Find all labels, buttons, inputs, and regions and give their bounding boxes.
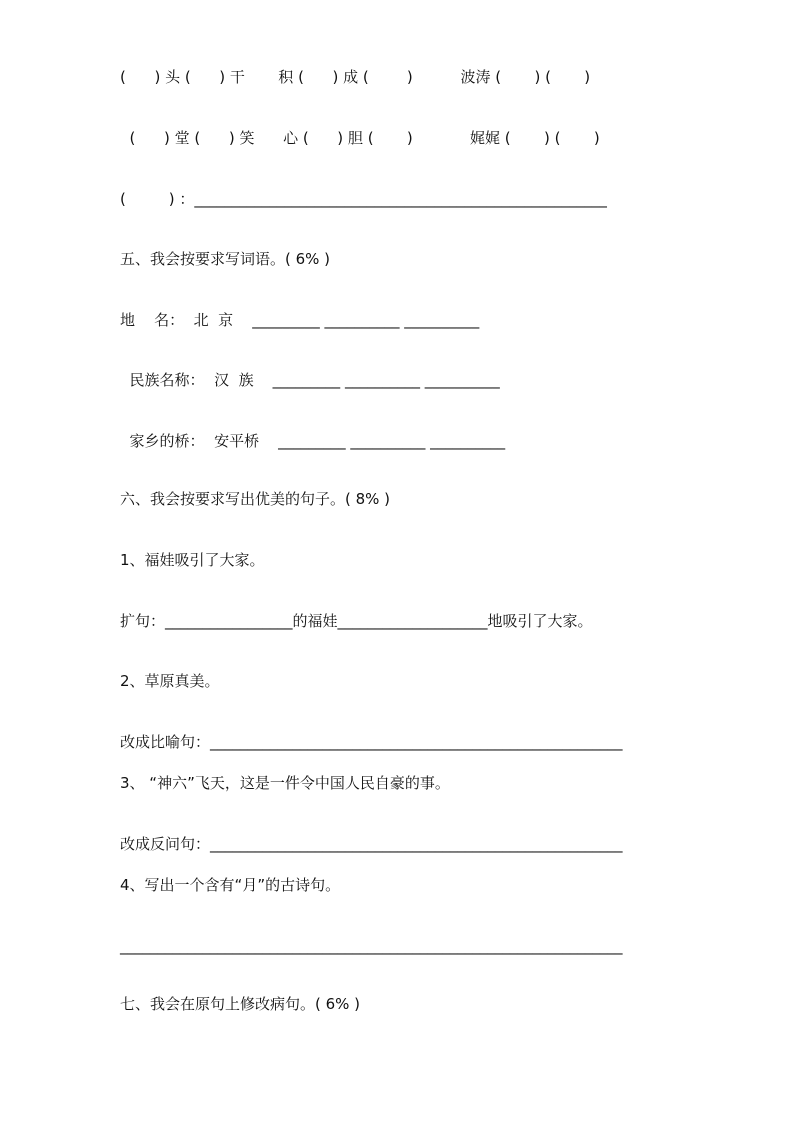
idiom-fill-row-2: ( ) 堂 ( ) 笑 心 ( ) 胆 ( ) 娓娓 ( ) ( ) bbox=[120, 129, 600, 147]
section-5-heading: 五、我会按要求写词语。( 6% ) bbox=[120, 250, 331, 268]
question-4: 4、写出一个含有“月”的古诗句。 bbox=[120, 876, 341, 894]
section-6-heading: 六、我会按要求写出优美的句子。( 8% ) bbox=[120, 490, 391, 508]
question-2-metaphor-line: 改成比喻句：_______________________________________________________ bbox=[120, 733, 623, 751]
question-1-expand-line: 扩句：_________________的福娃____________________地吸引了大家。 bbox=[120, 612, 593, 630]
question-3: 3、 “神六”飞天，这是一件令中国人民自豪的事。 bbox=[120, 774, 450, 792]
section-7-heading: 七、我会在原句上修改病句。( 6% ) bbox=[120, 995, 361, 1013]
question-1: 1、福娃吸引了大家。 bbox=[120, 551, 265, 569]
idiom-fill-row-3: ( ) ：_______________________________________________________ bbox=[120, 190, 607, 208]
idiom-fill-row-1: ( ) 头 ( ) 干 积 ( ) 成 ( ) 波涛 ( ) ( ) bbox=[120, 68, 591, 86]
question-2: 2、草原真美。 bbox=[120, 672, 220, 690]
question-4-answer-line: ___________________________________________________________________ bbox=[120, 937, 623, 955]
ethnic-name-row: 民族名称： 汉 族 _________ __________ __________ bbox=[120, 371, 500, 389]
place-name-row: 地 名： 北 京 _________ __________ __________ bbox=[120, 311, 480, 329]
question-3-rhetorical-line: 改成反问句：_______________________________________________________ bbox=[120, 835, 623, 853]
bridge-name-row: 家乡的桥： 安平桥 _________ __________ __________ bbox=[120, 432, 506, 450]
